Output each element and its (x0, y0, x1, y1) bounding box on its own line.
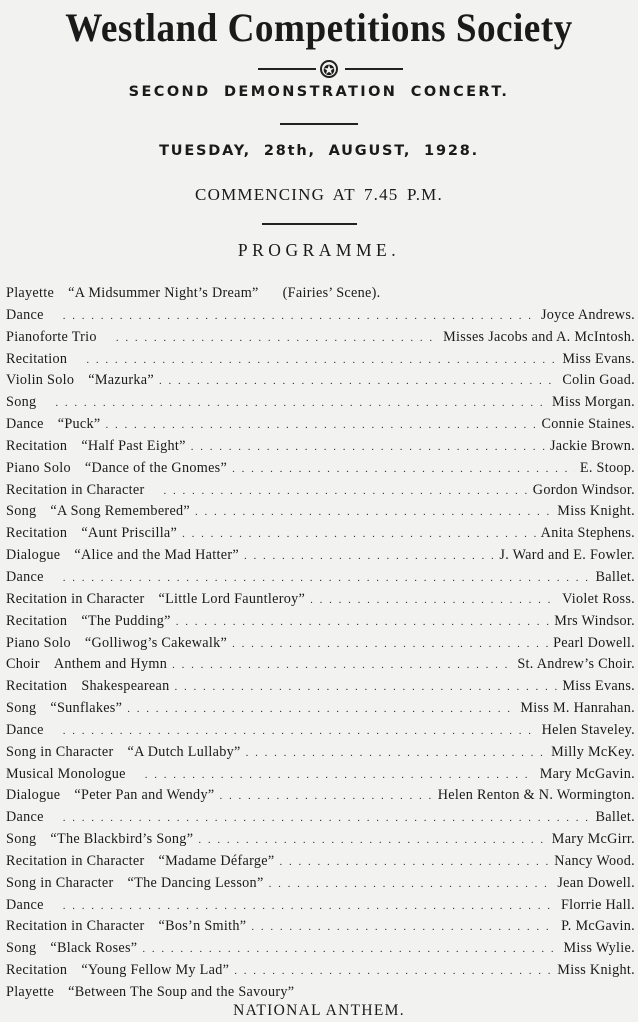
item-type: Recitation (6, 612, 68, 629)
item-type: Piano Solo (6, 459, 71, 476)
item-type: Recitation (6, 678, 68, 695)
performer: Milly McKey. (551, 743, 635, 760)
programme-item (0, 523, 638, 545)
dot-leader (142, 939, 558, 960)
item-title: “The Pudding” (81, 612, 171, 629)
dot-leader (172, 655, 512, 676)
programme-act (6, 458, 227, 480)
performer: Mary McGirr. (551, 831, 635, 848)
programme-act (6, 370, 154, 392)
item-title: “Madame Défarge” (158, 852, 275, 869)
programme-act (6, 960, 229, 982)
programme-act (6, 589, 305, 611)
item-title: “Bos’n Smith” (158, 918, 247, 935)
programme-item (0, 698, 638, 720)
programme-act (6, 523, 177, 545)
item-title: “A Dutch Lullaby” (127, 743, 241, 760)
item-type: Playette (6, 984, 55, 1000)
item-type: Song (6, 394, 37, 411)
performer: Miss Knight. (557, 962, 635, 979)
programme-item (0, 611, 638, 633)
performer: Helen Staveley. (541, 721, 635, 738)
performer: Misses Jacobs and A. McIntosh. (443, 328, 635, 345)
item-title: Anthem and Hymn (53, 656, 168, 673)
performer: Mary McGavin. (539, 765, 635, 782)
programme-act (6, 764, 140, 786)
programme-item (0, 349, 638, 371)
dot-leader (163, 481, 527, 502)
programme-item (0, 829, 638, 851)
programme-item (0, 392, 638, 414)
dot-leader (182, 524, 536, 545)
dot-leader (127, 699, 515, 720)
programme-act (6, 501, 190, 523)
performer: Nancy Wood. (554, 852, 635, 869)
performer: Ballet. (595, 809, 635, 826)
item-type: Dance (6, 306, 44, 323)
performer: Anita Stephens. (540, 525, 635, 542)
item-type: Recitation (6, 437, 68, 454)
national-anthem: NATIONAL ANTHEM. (233, 1002, 405, 1019)
item-title: Shakespearean (81, 678, 170, 695)
performer: St. Andrew’s Choir. (517, 656, 635, 673)
programme-act (6, 349, 81, 371)
performer: Jean Dowell. (557, 874, 635, 891)
programme-item (0, 458, 638, 480)
programme-act (6, 567, 58, 589)
programme-act (6, 436, 186, 458)
dot-leader (176, 612, 549, 633)
programme-item (0, 807, 638, 829)
item-type: Dance (6, 896, 44, 913)
item-type: Song (6, 940, 37, 957)
item-title: “Little Lord Fauntleroy” (158, 590, 306, 607)
dot-leader (219, 786, 432, 807)
performer: Florrie Hall. (560, 896, 635, 913)
programme-item (0, 873, 638, 895)
performer: Violet Ross. (562, 590, 635, 607)
item-title: “Alice and the Mad Hatter” (74, 547, 239, 564)
item-type: Recitation in Character (6, 481, 145, 498)
divider-rule (262, 223, 357, 225)
item-title: “Puck” (57, 416, 101, 433)
item-type: Recitation (6, 525, 68, 542)
concert-date: TUESDAY, 28th, AUGUST, 1928. (159, 143, 479, 159)
programme-item (0, 654, 638, 676)
dot-leader (63, 568, 591, 589)
ornament-rule-left (258, 68, 316, 70)
dot-leader (310, 590, 557, 611)
programme-item (0, 742, 638, 764)
programme-act (6, 414, 101, 436)
concert-subtitle: SECOND DEMONSTRATION CONCERT. (128, 84, 510, 100)
programme-item (0, 938, 638, 960)
dot-leader (246, 743, 547, 764)
dot-leader (232, 634, 548, 655)
item-title: “The Blackbird’s Song” (50, 831, 194, 848)
dot-leader (195, 502, 552, 523)
programme-item (0, 501, 638, 523)
programme-item (0, 676, 638, 698)
performer: Mrs Windsor. (554, 612, 635, 629)
performer: (Fairies’ Scene). (282, 285, 381, 301)
dot-leader (145, 765, 535, 786)
performer: Miss M. Hanrahan. (520, 700, 635, 717)
performer: J. Ward and E. Fowler. (499, 547, 635, 564)
dot-leader (234, 961, 552, 982)
item-title: “Dance of the Gnomes” (84, 459, 228, 476)
dot-leader (232, 459, 575, 480)
programme-act (6, 654, 167, 676)
programme-act (6, 283, 259, 305)
dot-leader (159, 371, 557, 392)
programme-item (0, 414, 638, 436)
performer: Gordon Windsor. (532, 481, 635, 498)
item-type: Recitation in Character (6, 590, 145, 607)
programme-item (0, 960, 638, 982)
item-type: Recitation (6, 962, 68, 979)
dot-leader (86, 350, 557, 371)
item-title: “Sunflakes” (50, 700, 123, 717)
item-title: “A Song Remembered” (50, 503, 191, 520)
programme-act (6, 327, 111, 349)
item-title: “The Dancing Lesson” (127, 874, 264, 891)
programme-item (0, 785, 638, 807)
programme-act (6, 742, 241, 764)
programme-item (0, 895, 638, 917)
programme-act (6, 873, 264, 895)
performer: Ballet. (595, 568, 635, 585)
performer: Joyce Andrews. (540, 306, 635, 323)
dot-leader (191, 437, 545, 458)
society-title: Westland Competitions Society (65, 5, 573, 50)
item-type: Musical Monologue (6, 765, 126, 782)
dot-leader (55, 393, 547, 414)
performer: Pearl Dowell. (553, 634, 635, 651)
programme-act (6, 785, 214, 807)
dot-leader (175, 677, 558, 698)
programme-item (0, 567, 638, 589)
item-type: Recitation in Character (6, 852, 145, 869)
dot-leader (116, 328, 438, 349)
item-title: “A Midsummer Night’s Dream” (68, 285, 259, 301)
item-title: “Young Fellow My Lad” (81, 962, 230, 979)
programme-list (0, 283, 638, 1004)
item-type: Recitation in Character (6, 918, 145, 935)
item-title: “Golliwog’s Cakewalk” (84, 634, 228, 651)
programme-item (0, 851, 638, 873)
programme-item (0, 436, 638, 458)
item-type: Song (6, 700, 37, 717)
performer: Miss Wylie. (563, 940, 635, 957)
dot-leader (63, 896, 556, 917)
programme-act (6, 851, 274, 873)
programme-heading: PROGRAMME. (237, 240, 401, 260)
title-ornament (258, 60, 403, 78)
programme-item (0, 327, 638, 349)
programme-act (6, 698, 122, 720)
performer: Miss Knight. (557, 503, 635, 520)
programme-item (0, 545, 638, 567)
item-type: Playette (6, 285, 55, 301)
item-type: Dialogue (6, 547, 61, 564)
performer: Jackie Brown. (549, 437, 635, 454)
star-emblem-icon: ✪ (320, 60, 338, 78)
item-type: Dance (6, 568, 44, 585)
divider-rule (280, 123, 358, 125)
item-type: Recitation (6, 350, 68, 367)
programme-act (6, 676, 170, 698)
dot-leader (244, 546, 494, 567)
programme-item (0, 720, 638, 742)
programme-act (6, 938, 137, 960)
programme-act (6, 982, 294, 1004)
start-time: COMMENCING AT 7.45 P.M. (195, 185, 443, 204)
item-title: “Half Past Eight” (81, 437, 186, 454)
programme-item (0, 589, 638, 611)
item-title: “Aunt Priscilla” (81, 525, 178, 542)
performer: Miss Morgan. (552, 394, 635, 411)
dot-leader (63, 306, 536, 327)
dot-leader (63, 721, 537, 742)
performer: Miss Evans. (562, 678, 635, 695)
item-type: Dance (6, 416, 44, 433)
programme-act (6, 720, 58, 742)
ornament-rule-right (345, 68, 403, 70)
programme-act (6, 633, 227, 655)
dot-leader (269, 874, 553, 895)
programme-act (6, 305, 58, 327)
item-title: “Between The Soup and the Savoury” (68, 984, 295, 1000)
programme-act (6, 916, 246, 938)
item-type: Piano Solo (6, 634, 71, 651)
programme-item (0, 633, 638, 655)
performer: Colin Goad. (562, 372, 635, 389)
programme-item (0, 305, 638, 327)
item-type: Pianoforte Trio (6, 328, 97, 345)
item-type: Song in Character (6, 874, 114, 891)
programme-act (6, 611, 171, 633)
programme-item (0, 480, 638, 502)
dot-leader (251, 917, 556, 938)
item-type: Violin Solo (6, 372, 75, 389)
item-type: Dance (6, 809, 44, 826)
performer: Miss Evans. (562, 350, 635, 367)
item-type: Song (6, 503, 37, 520)
item-title: “Mazurka” (88, 372, 154, 389)
programme-act (6, 480, 158, 502)
item-type: Song in Character (6, 743, 114, 760)
dot-leader (106, 415, 537, 436)
programme-act (6, 807, 58, 829)
dot-leader (63, 808, 591, 829)
item-type: Dance (6, 721, 44, 738)
performer: P. McGavin. (561, 918, 635, 935)
programme-item (0, 283, 638, 305)
item-title: “Black Roses” (50, 940, 138, 957)
item-title: “Peter Pan and Wendy” (74, 787, 215, 804)
programme-act (6, 895, 58, 917)
item-type: Dialogue (6, 787, 61, 804)
programme-item (0, 764, 638, 786)
programme-act (6, 545, 239, 567)
programme-item (0, 982, 638, 1004)
item-type: Choir (6, 656, 40, 673)
programme-act (6, 392, 50, 414)
performer: Connie Staines. (541, 416, 635, 433)
programme-item (0, 916, 638, 938)
item-type: Song (6, 831, 37, 848)
programme-act (6, 829, 193, 851)
dot-leader (279, 852, 549, 873)
performer: Helen Renton & N. Wormington. (437, 787, 635, 804)
dot-leader (198, 830, 546, 851)
programme-item (0, 370, 638, 392)
performer: E. Stoop. (579, 459, 635, 476)
